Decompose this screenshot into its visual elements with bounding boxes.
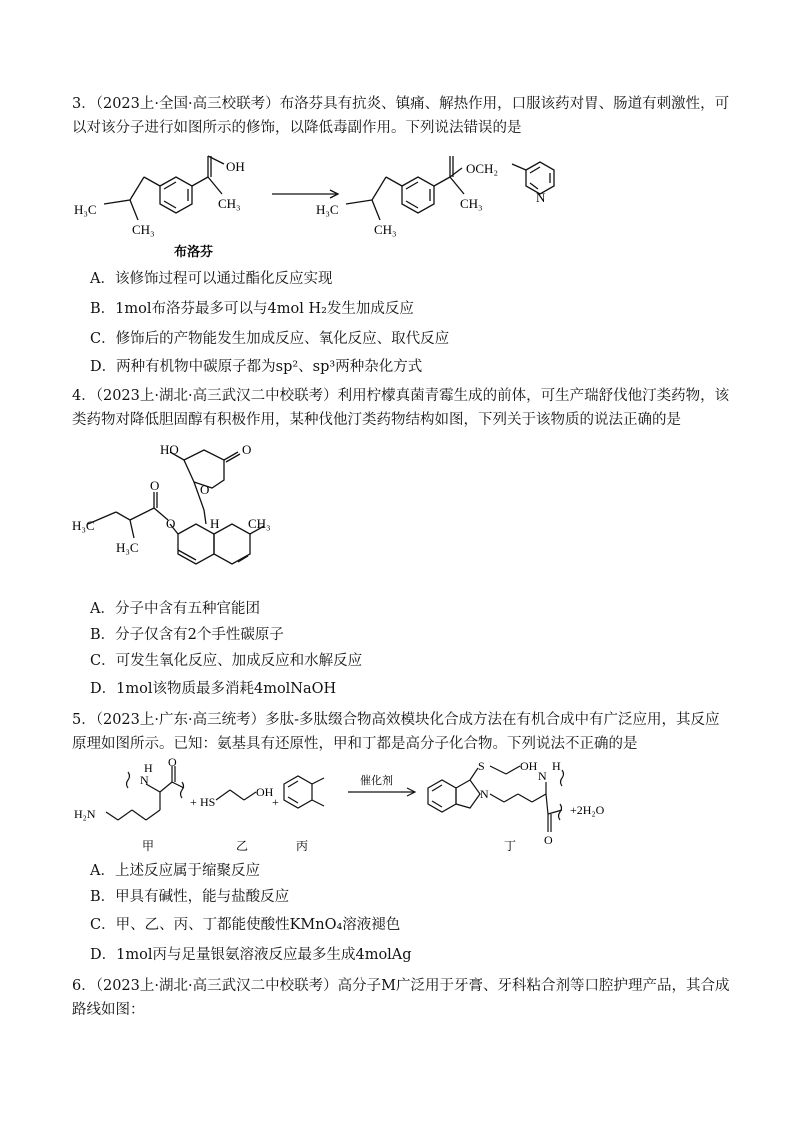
compound-label-jia: 甲 <box>142 839 155 853</box>
ho-label: HO <box>160 442 179 457</box>
q3-option-a: A．该修饰过程可以通过酯化反应实现 <box>90 271 333 287</box>
pyridine-n-label: N <box>536 190 546 205</box>
o-label: O <box>168 758 177 769</box>
compound-label-ding: 丁 <box>504 839 517 853</box>
catalyst-label: 催化剂 <box>360 775 393 787</box>
n-label: N <box>480 787 489 801</box>
o-label: O <box>200 482 210 497</box>
s-label: S <box>478 759 485 773</box>
o-label: O <box>544 833 553 847</box>
oh-label: OH <box>520 759 538 773</box>
nh-h-label: H <box>552 759 561 773</box>
peptide-reaction-figure <box>72 758 732 854</box>
question-4-stem: 4．（2023上·湖北·高三武汉二中校联考）利用柠檬真菌青霉生成的前体，可生产瑞舒伐他汀类药物，该类药物对降低胆固醇有积极作用，某种伐他汀类药物结构如图，下列关于该物质的说法正确的是 <box>72 388 730 428</box>
q5-option-a: A．上述反应属于缩聚反应 <box>90 863 260 879</box>
nh-h-label: H <box>144 761 153 775</box>
q3-option-d: D．两种有机物中碳原子都为sp²、sp³两种杂化方式 <box>90 359 423 375</box>
q5-option-b: B．甲具有碱性，能与盐酸反应 <box>90 889 290 905</box>
q4-option-c: C．可发生氧化反应、加成反应和水解反应 <box>90 653 363 669</box>
hs-label: HS <box>200 795 216 809</box>
h2n-label: H₂N <box>74 807 96 821</box>
ch3-label: CH₃ <box>374 222 397 237</box>
h3c-label: H₃C <box>74 202 97 217</box>
plus-sign: + <box>272 795 279 809</box>
och2-label: OCH₂ <box>466 161 498 176</box>
ch3-label: CH₃ <box>248 516 271 531</box>
o-label: O <box>150 478 160 493</box>
question-6-stem: 6．（2023上·湖北·高三武汉二中校联考）高分子M广泛用于牙膏、牙科粘合剂等口腔护理产品，其合成路线如图： <box>72 978 730 1018</box>
q3-option-b: B．1mol布洛芬最多可以与4mol H₂发生加成反应 <box>90 301 414 317</box>
h3c-label: H₃C <box>116 540 139 555</box>
n-label: N <box>538 769 547 783</box>
ibuprofen-reaction-figure <box>72 144 672 264</box>
statin-structure-figure <box>72 438 292 590</box>
ch3-label: CH₃ <box>132 222 155 237</box>
ch3-label: CH₃ <box>218 196 241 211</box>
q3-option-c: C．修饰后的产物能发生加成反应、氧化反应、取代反应 <box>90 331 450 347</box>
ibuprofen-name-label: 布洛芬 <box>174 244 214 259</box>
q5-option-d: D．1mol丙与足量银氨溶液反应最多生成4molAg <box>90 947 412 963</box>
h-label: H <box>210 516 220 531</box>
q4-option-a: A．分子中含有五种官能团 <box>90 601 260 617</box>
n-label: N <box>140 773 149 787</box>
h3c-label: H₃C <box>316 202 339 217</box>
oh-label: OH <box>256 785 274 799</box>
o-label: O <box>166 516 176 531</box>
compound-label-bing: 丙 <box>296 839 309 853</box>
h3c-label: H₃C <box>72 518 95 533</box>
question-5-stem: 5．（2023上·广东·高三统考）多肽-多肽缀合物高效模块化合成方法在有机合成中有广泛应用，其反应原理如图所示。已知：氨基具有还原性，甲和丁都是高分子化合物。下列说法不正确的是 <box>72 712 720 752</box>
q4-option-d: D．1mol该物质最多消耗4molNaOH <box>90 681 337 697</box>
o-label: O <box>242 442 252 457</box>
question-3-stem: 3．（2023上·全国·高三校联考）布洛芬具有抗炎、镇痛、解热作用，口服该药对胃、肠道有刺激性，可以对该分子进行如图所示的修饰，以降低毒副作用。下列说法错误的是 <box>72 96 730 136</box>
q5-option-c: C．甲、乙、丙、丁都能使酸性KMnO₄溶液褪色 <box>90 917 401 933</box>
water-label: +2H₂O <box>570 803 605 817</box>
plus-sign: + <box>190 795 197 809</box>
compound-label-yi: 乙 <box>236 839 249 853</box>
q4-option-b: B．分子仅含有2个手性碳原子 <box>90 627 284 643</box>
oh-label: OH <box>226 159 245 174</box>
ch3-label: CH₃ <box>460 196 483 211</box>
